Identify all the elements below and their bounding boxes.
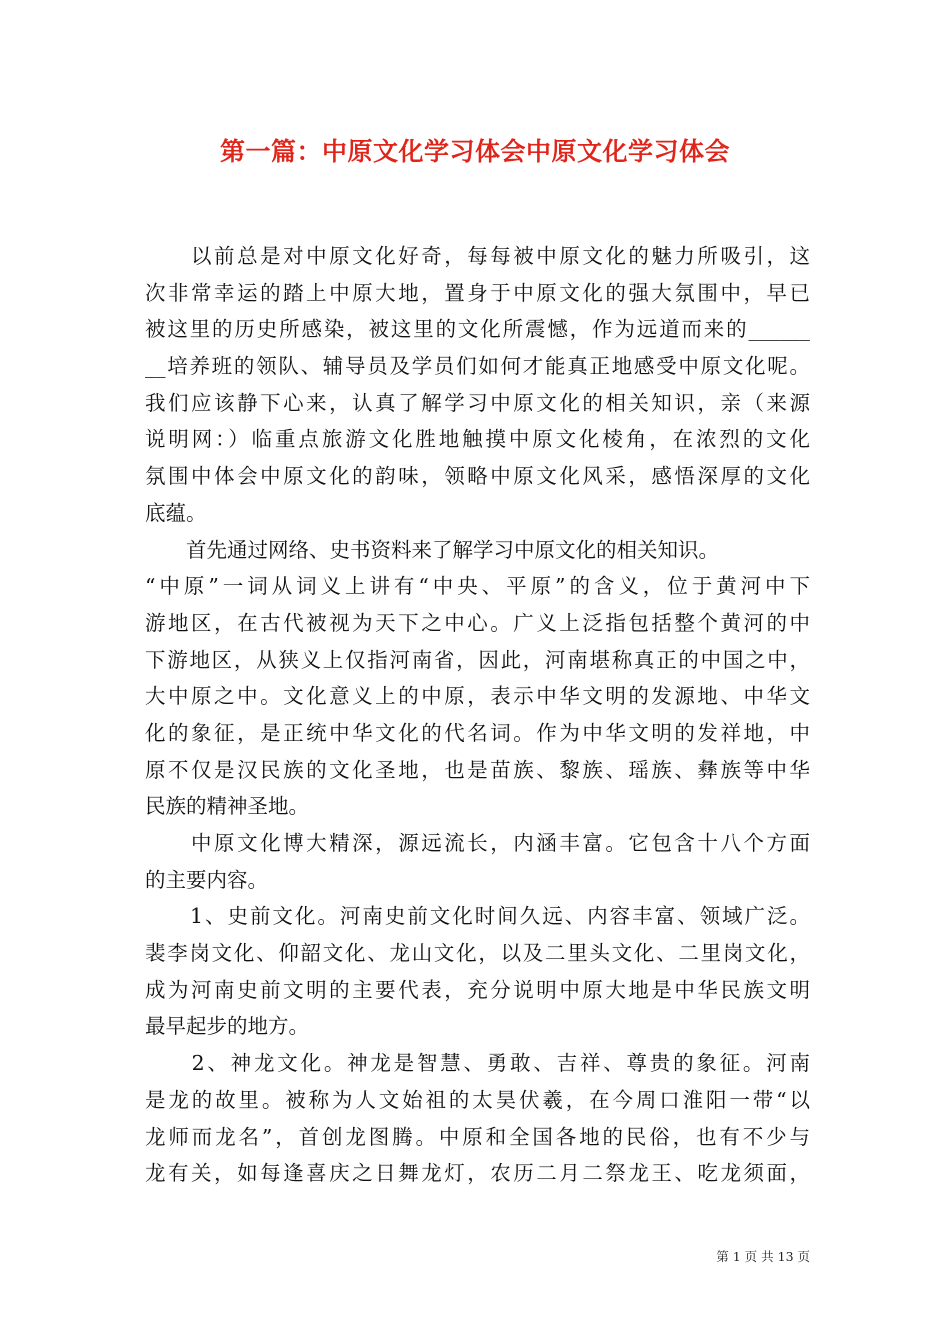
text-line: 龙师而龙名”，首创龙图腾。中原和全国各地的民俗，也有不少与 [145,1124,810,1149]
text-line: 我们应该静下心来，认真了解学习中原文化的相关知识，亲（来源 [145,390,810,415]
text-line: 中原文化博大精深，源远流长，内涵丰富。它包含十八个方面 [145,831,810,855]
text-line: 化的象征，是正统中华文化的代名词。作为中华文明的发祥地，中 [145,720,810,745]
text-line: 是龙的故里。被称为人文始祖的太昊伏羲，在今周口淮阳一带“以 [145,1087,810,1112]
text-line: 大中原之中。文化意义上的中原，表示中华文明的发源地、中华文 [145,684,810,709]
page-number-footer: 第 1 页 共 13 页 [716,1249,810,1264]
text-line: 说明网：）临重点旅游文化胜地触摸中原文化棱角，在浓烈的文化 [145,427,810,452]
text-line: 游地区，在古代被视为天下之中心。广义上泛指包括整个黄河的中 [145,610,810,635]
text-line: 次非常幸运的踏上中原大地，置身于中原文化的强大氛围中，早已 [145,280,810,305]
text-line: 龙有关，如每逢喜庆之日舞龙灯，农历二月二祭龙王、吃龙须面， [145,1161,810,1186]
document-body [145,238,810,1192]
text-line: __培养班的领队、辅导员及学员们如何才能真正地感受中原文化呢。 [145,354,810,379]
text-line: 的主要内容。 [145,867,268,892]
text-line: 民族的精神圣地。 [145,794,309,819]
text-line: 原不仅是汉民族的文化圣地，也是苗族、黎族、瑶族、彝族等中华 [145,757,810,782]
text-line: 1、史前文化。河南史前文化时间久远、内容丰富、领域广泛。 [145,904,810,929]
text-line: “中原”一词从词义上讲有“中央、平原”的含义，位于黄河中下 [145,574,810,599]
text-line: 最早起步的地方。 [145,1014,309,1039]
text-line: 被这里的历史所感染，被这里的文化所震憾，作为远道而来的______ [145,317,810,342]
text-line: 下游地区，从狭义上仅指河南省，因此，河南堪称真正的中国之中， [145,647,810,672]
document-title: 第一篇：中原文化学习体会中原文化学习体会 [219,137,730,166]
text-line: 氛围中体会中原文化的韵味，领略中原文化风采，感悟深厚的文化 [145,464,810,489]
text-line: 裴李岗文化、仰韶文化、龙山文化，以及二里头文化、二里岗文化， [145,941,810,966]
text-line: 2、神龙文化。神龙是智慧、勇敢、吉祥、尊贵的象征。河南 [145,1051,810,1076]
text-line: 以前总是对中原文化好奇，每每被中原文化的魅力所吸引，这 [145,244,810,268]
text-line: 成为河南史前文明的主要代表，充分说明中原大地是中华民族文明 [145,977,810,1002]
text-line: 首先通过网络、史书资料来了解学习中原文化的相关知识。 [145,537,719,562]
text-line: 底蕴。 [145,500,207,525]
